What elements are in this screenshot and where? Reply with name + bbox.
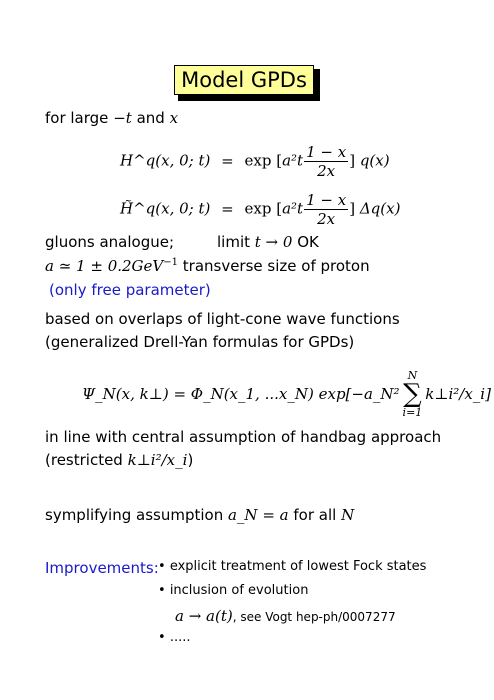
evolution-math: a → a(t): [175, 607, 233, 625]
eq2-equals: =: [221, 199, 234, 218]
sum-lower: i=1: [402, 406, 423, 419]
wf-rhs: k⊥i²/x_i]: [425, 385, 491, 403]
handbag-prefix: (restricted: [45, 451, 128, 469]
improvement-item-3-text: .....: [169, 630, 191, 645]
eq2-numerator: 1 − x: [306, 191, 347, 209]
improvement-item-3: [158, 630, 190, 645]
limit-ok: OK: [292, 233, 319, 251]
param-exponent: −1: [163, 257, 178, 268]
eq2-rhs: Δq(x): [359, 199, 401, 218]
sum-upper: N: [407, 369, 418, 382]
sum-operator: [403, 370, 423, 418]
improvements-label: Improvements:: [45, 559, 159, 577]
intro-line: [45, 109, 178, 127]
simplify-math-2: N: [341, 506, 355, 524]
limit-line: [217, 233, 319, 251]
handbag-suffix: ): [187, 451, 194, 469]
intro-var-x: x: [169, 109, 179, 127]
only-free-parameter: (only free parameter): [49, 281, 211, 299]
wf-lhs: Ψ_N(x, k⊥) = Φ_N(x_1, ...x_N) exp[−a_N²: [82, 385, 400, 403]
gluons-line: [45, 233, 174, 251]
bullet-icon: •: [158, 583, 166, 598]
slide-title-text: Model GPDs: [181, 68, 307, 92]
eq2-fraction: [304, 191, 348, 228]
handbag-line-2: [45, 451, 193, 469]
parameter-line: [45, 257, 370, 275]
slide-title: [174, 65, 314, 95]
gluons-text: gluons analogue;: [45, 233, 175, 251]
param-math: a ≃ 1 ± 0.2GeV: [45, 257, 164, 275]
intro-mid: and: [131, 109, 170, 127]
improvement-item-2: [158, 583, 308, 598]
eq1-numerator: 1 − x: [306, 143, 347, 161]
intro-prefix: for large: [45, 109, 114, 127]
bullet-icon: •: [158, 630, 166, 645]
evolution-subline: [175, 606, 396, 625]
eq1-equals: =: [221, 151, 234, 170]
limit-math: t → 0: [254, 233, 293, 251]
simplifying-line: [45, 506, 354, 524]
eq2-lhs: H̃^q(x, 0; t): [120, 199, 211, 218]
param-text: transverse size of proton: [178, 257, 370, 275]
improvement-item-2-text: inclusion of evolution: [169, 583, 309, 598]
eq1-a2t: a²t: [282, 151, 304, 170]
handbag-math: k⊥i²/x_i: [127, 451, 188, 469]
eq1-exp: exp: [244, 151, 272, 170]
eq2-a2t: a²t: [282, 199, 304, 218]
improvement-item-1: [158, 559, 426, 574]
eq1-fraction: [304, 143, 348, 180]
eq1-rhs: q(x): [359, 151, 390, 170]
eq2-exp: exp: [244, 199, 272, 218]
evolution-ref: , see Vogt hep-ph/0007277: [232, 610, 396, 624]
improvement-item-1-text: explicit treatment of lowest Fock states: [169, 559, 427, 574]
intro-var-t: −t: [113, 109, 132, 127]
simplify-mid: for all: [288, 506, 342, 524]
simplify-prefix: symplifying assumption: [45, 506, 228, 524]
eq1-denominator: 2x: [317, 162, 336, 180]
limit-label: limit: [217, 233, 255, 251]
sigma-symbol: ∑: [403, 379, 422, 409]
eq1-lhs: H^q(x, 0; t): [120, 151, 211, 170]
overlap-line-1: based on overlaps of light-cone wave functions: [45, 310, 400, 328]
simplify-math-1: a_N = a: [227, 506, 289, 524]
eq2-denominator: 2x: [317, 210, 336, 228]
wavefunction-equation: [82, 370, 491, 418]
equation-h: H^q(x, 0; t) = exp [a²t $\frac{1 - x}{2x}$ ] q(x): [120, 143, 390, 180]
bullet-icon: •: [158, 559, 166, 574]
handbag-line-1: in line with central assumption of handbag approach: [45, 428, 442, 446]
equation-h-tilde: H̃^q(x, 0; t) = exp [a²t $\frac{1 - x}{2x}$ ] Δq(x): [120, 191, 401, 228]
overlap-line-2: (generalized Drell-Yan formulas for GPDs): [45, 333, 355, 351]
